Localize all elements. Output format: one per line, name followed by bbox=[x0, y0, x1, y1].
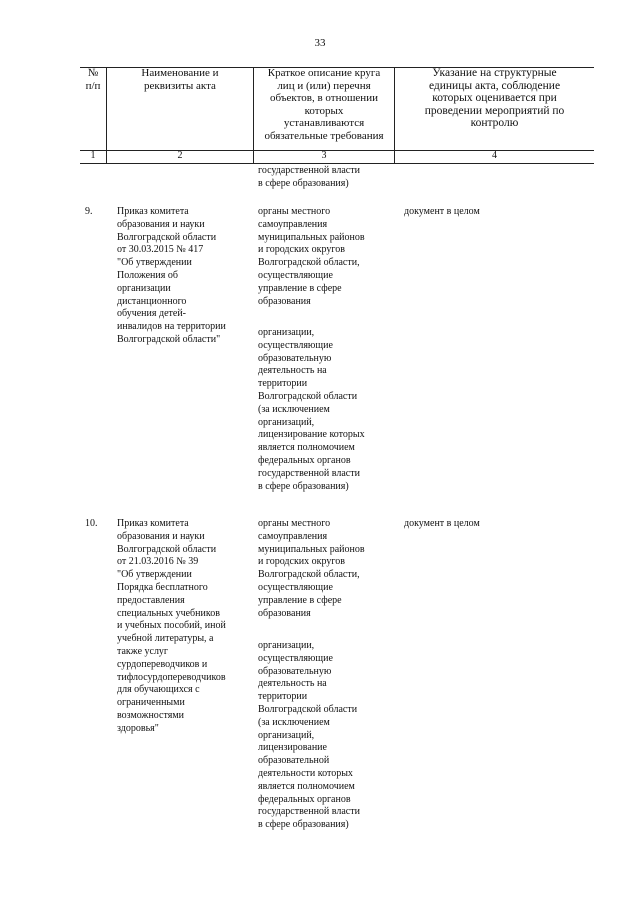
table-header bbox=[80, 67, 594, 150]
colnum-1: 1 bbox=[90, 150, 96, 161]
subjects-organizations: организации, осуществляющие образовательную деятельность на территории Волгоградской области (за исключением организаций, лицензирование образовательной деятельности которых является полномочием федеральных органов государственной власти в сфере образования) bbox=[258, 640, 360, 831]
page-number: 33 bbox=[314, 37, 326, 49]
colnum-4: 4 bbox=[492, 150, 497, 161]
row-number: 10. bbox=[85, 518, 98, 529]
subjects-authorities: органы местного самоуправления муниципальных районов и городских округов Волгоградской области, осуществляющие управление в сфере образования bbox=[258, 518, 365, 619]
header-col-scope: Указание на структурные единицы акта, соблюдение которых оценивается при проведении мероприятий по контролю bbox=[424, 67, 565, 129]
subjects-organizations: организации, осуществляющие образовательную деятельность на территории Волгоградской области (за исключением организаций, лицензирование которых является полномочием федеральных органов государственной власти в сфере образования) bbox=[258, 327, 365, 492]
act-name: Приказ комитета образования и науки Волгоградской области от 30.03.2015 № 417 "Об утверждении Положения об организации дистанционного обучения детей- инвалидов на территории Волгоградской области" bbox=[117, 206, 226, 345]
subjects-authorities: органы местного самоуправления муниципальных районов и городских округов Волгоградской области, осуществляющие управление в сфере образования bbox=[258, 206, 365, 307]
header-col-subjects: Краткое описание круга лиц и (или) перечня объектов, в отношении которых устанавливаются обязательные требования bbox=[264, 67, 384, 142]
row-number: 9. bbox=[85, 206, 93, 217]
header-col-act: Наименование и реквизиты акта bbox=[141, 67, 219, 92]
numbers-bottom-border bbox=[80, 163, 594, 164]
colnum-2: 2 bbox=[177, 150, 183, 161]
act-scope: документ в целом bbox=[404, 206, 480, 217]
act-scope: документ в целом bbox=[404, 518, 480, 529]
header-col-number: № п/п bbox=[85, 67, 101, 92]
continuation-text: государственной власти в сфере образования) bbox=[258, 165, 360, 189]
colnum-3: 3 bbox=[321, 150, 327, 161]
act-name: Приказ комитета образования и науки Волгоградской области от 21.03.2016 № 39 "Об утверждении Порядка бесплатного предоставления специальных учебников и учебных пособий, иной учебной литературы, а также услуг сурдопереводчиков и тифлосурдопереводчиков для обучающихся с ограниченными возможностями здоровья" bbox=[117, 518, 226, 734]
